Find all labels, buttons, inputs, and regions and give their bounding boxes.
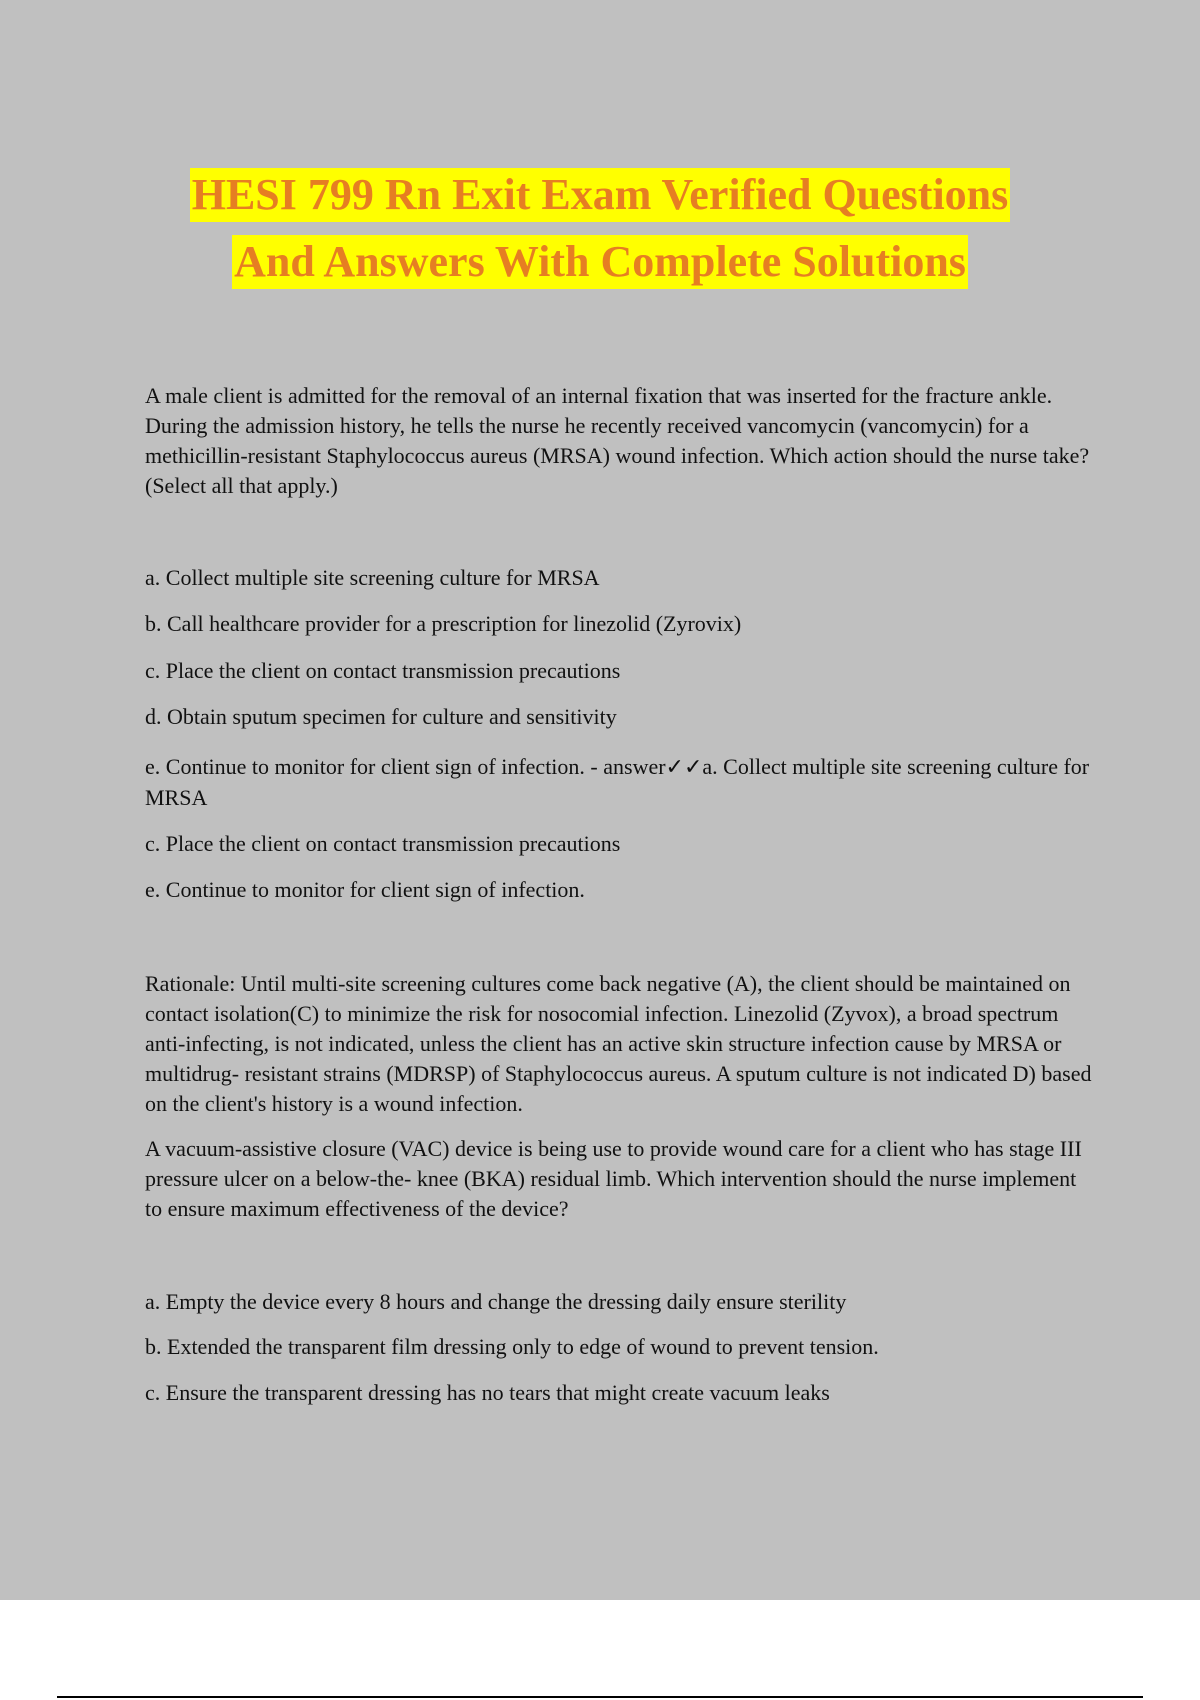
q1-option-d: d. Obtain sputum specimen for culture and sensitivity — [145, 704, 617, 729]
q2-option-a: a. Empty the device every 8 hours and change the dressing daily ensure sterility — [145, 1289, 847, 1314]
q2-option-c: c. Ensure the transparent dressing has no tears that might create vacuum leaks — [145, 1380, 830, 1405]
q1-option-b: b. Call healthcare provider for a prescription for linezolid (Zyrovix) — [145, 611, 742, 636]
title-line-1: HESI 799 Rn Exit Exam Verified Questions — [190, 168, 1011, 222]
q1-answer-c: c. Place the client on contact transmission precautions — [145, 831, 621, 856]
checkmark-icon: ✓✓ — [665, 755, 703, 780]
q1-rationale: Rationale: Until multi-site screening cultures come back negative (A), the client should be maintained on contact isolation(C) to minimize the risk for nosocomial infection. Linezolid (Zyvox), a broad spectrum anti-infecting, is not indicated, unless the client has an active skin structure infection cause by MRSA or multidrug- resistant strains (MDRSP) of Staphylococcus aureus. A sputum culture is not indicated D) based on the client's history is a wound infection. — [145, 971, 1092, 1116]
q1-answer-a: a. Collect multiple site screening culture for MRSA — [145, 754, 1090, 810]
q1-option-a: a. Collect multiple site screening culture for MRSA — [145, 565, 600, 590]
q1-option-e-with-answer — [145, 752, 1095, 813]
q1-option-c: c. Place the client on contact transmission precautions — [145, 658, 621, 683]
q1-answer-e: e. Continue to monitor for client sign of infection. — [145, 877, 585, 902]
q2-option-b: b. Extended the transparent film dressing only to edge of wound to prevent tension. — [145, 1334, 879, 1359]
title-line-2: And Answers With Complete Solutions — [232, 235, 968, 289]
q1-option-e-text: e. Continue to monitor for client sign of infection. - answer — [145, 754, 666, 779]
question-1-stem: A male client is admitted for the removal of an internal fixation that was inserted for the fracture ankle. During the admission history, he tells the nurse he recently received vancomycin (vancomycin) for a methicillin-resistant Staphylococcus aureus (MRSA) wound infection. Which action should the nurse take? (Select all that apply.) — [145, 383, 1090, 498]
footer-divider — [57, 1696, 1143, 1698]
document-title — [0, 168, 1200, 302]
question-2-stem: A vacuum-assistive closure (VAC) device is being use to provide wound care for a client who has stage III pressure ulcer on a below-the- knee (BKA) residual limb. Which intervention should the nurse implement to ensure maximum effectiveness of the device? — [145, 1136, 1082, 1221]
